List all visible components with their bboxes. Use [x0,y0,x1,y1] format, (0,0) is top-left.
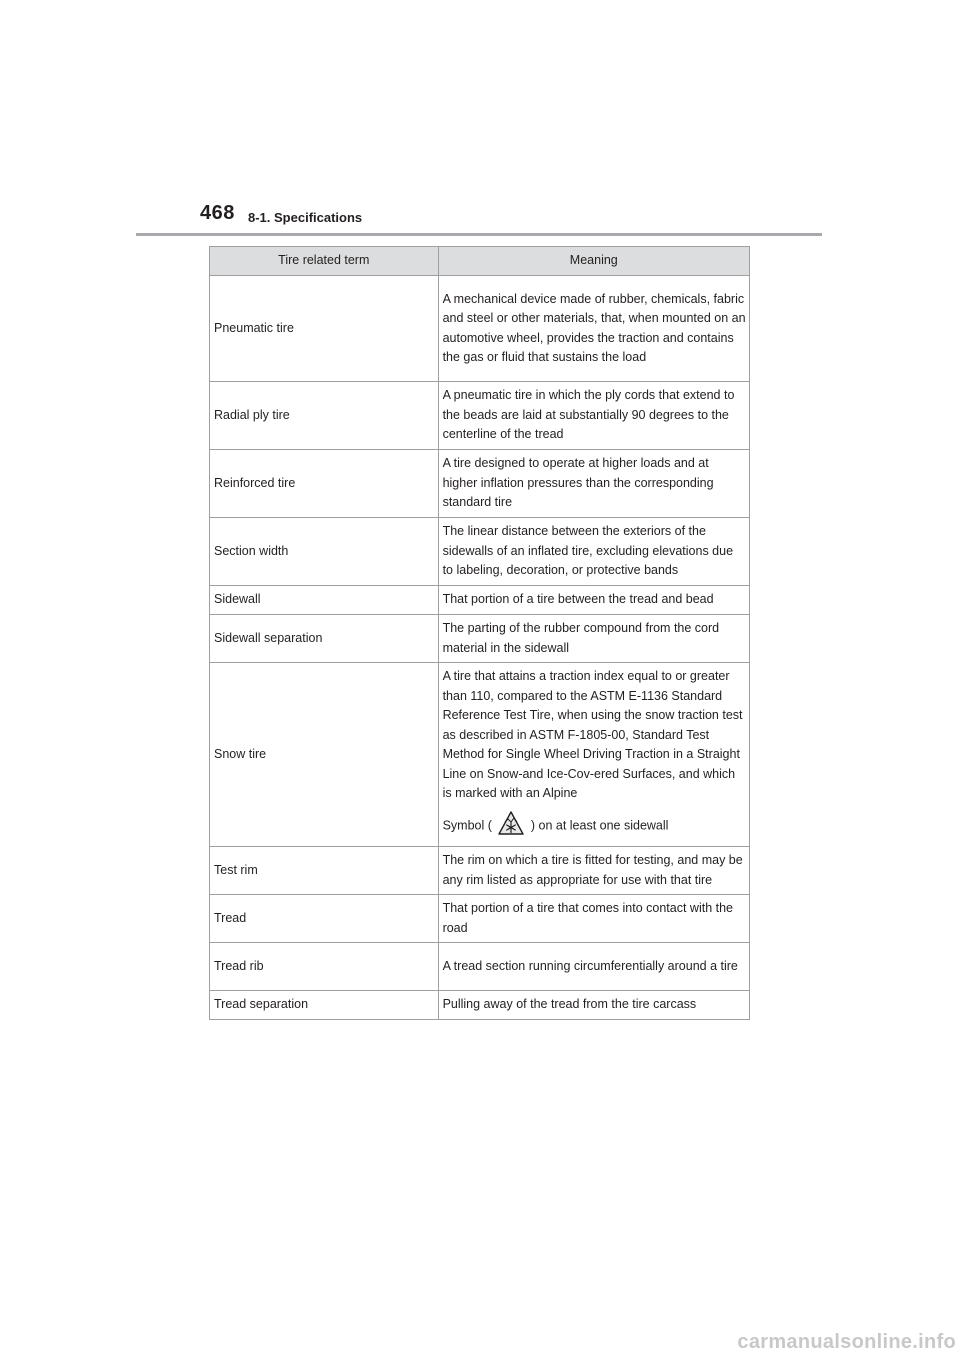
term-cell: Snow tire [210,663,439,847]
term-cell: Tread separation [210,991,439,1020]
term-cell: Test rim [210,847,439,895]
meaning-cell: The rim on which a tire is fitted for testing, and may be any rim listed as appropriate for use with that tire [438,847,749,895]
term-cell: Tread rib [210,943,439,991]
tire-terms-table [209,246,750,1020]
table-row [210,276,750,382]
term-cell: Reinforced tire [210,450,439,518]
table-row [210,895,750,943]
header-rule [136,233,822,236]
table-row [210,586,750,615]
term-cell: Sidewall [210,586,439,615]
table-header-row [210,247,750,276]
page-number: 468 [200,202,235,224]
section-title: 8-1. Specifications [248,210,363,225]
table-row [210,518,750,586]
watermark: carmanualsonline.info [737,1331,956,1353]
table-row [210,450,750,518]
mountain-snowflake-icon [497,810,525,843]
term-cell: Tread [210,895,439,943]
meaning-cell: A tire designed to operate at higher loads and at higher inflation pressures than the corresponding standard tire [438,450,749,518]
term-cell: Section width [210,518,439,586]
table-row [210,943,750,991]
meaning-cell: Pulling away of the tread from the tire carcass [438,991,749,1020]
meaning-cell: That portion of a tire between the tread and bead [438,586,749,615]
meaning-cell [438,663,749,847]
symbol-suffix: ) on at least one sidewall [530,818,669,833]
meaning-text: A tire that attains a traction index equal to or greater than 110, compared to the ASTM E-1136 Standard Reference Test Tire, when using the snow traction test as described in ASTM F-1805-00, Standard Test Method for Single Wheel Driving Traction in a Straight Line on Snow-and Ice-Cov-ered Surfaces, and which is marked with an Alpine [442,669,743,800]
symbol-prefix: Symbol ( [442,818,492,833]
table-row [210,382,750,450]
column-header-term: Tire related term [210,247,439,276]
table-row [210,663,750,847]
meaning-cell: A mechanical device made of rubber, chemicals, fabric and steel or other materials, that, when mounted on an automotive wheel, provides the traction and contains the gas or fluid that sustains the load [438,276,749,382]
meaning-cell: That portion of a tire that comes into contact with the road [438,895,749,943]
alpine-symbol-line [443,810,746,843]
meaning-cell: A pneumatic tire in which the ply cords that extend to the beads are laid at substantially 90 degrees to the centerline of the tread [438,382,749,450]
table-row [210,615,750,663]
meaning-cell: The linear distance between the exteriors of the sidewalls of an inflated tire, excluding elevations due to labeling, decoration, or protective bands [438,518,749,586]
meaning-cell: A tread section running circumferentially around a tire [438,943,749,991]
meaning-cell: The parting of the rubber compound from the cord material in the sidewall [438,615,749,663]
table-row [210,847,750,895]
column-header-meaning: Meaning [438,247,749,276]
term-cell: Radial ply tire [210,382,439,450]
term-cell: Sidewall separation [210,615,439,663]
table-row [210,991,750,1020]
term-cell: Pneumatic tire [210,276,439,382]
